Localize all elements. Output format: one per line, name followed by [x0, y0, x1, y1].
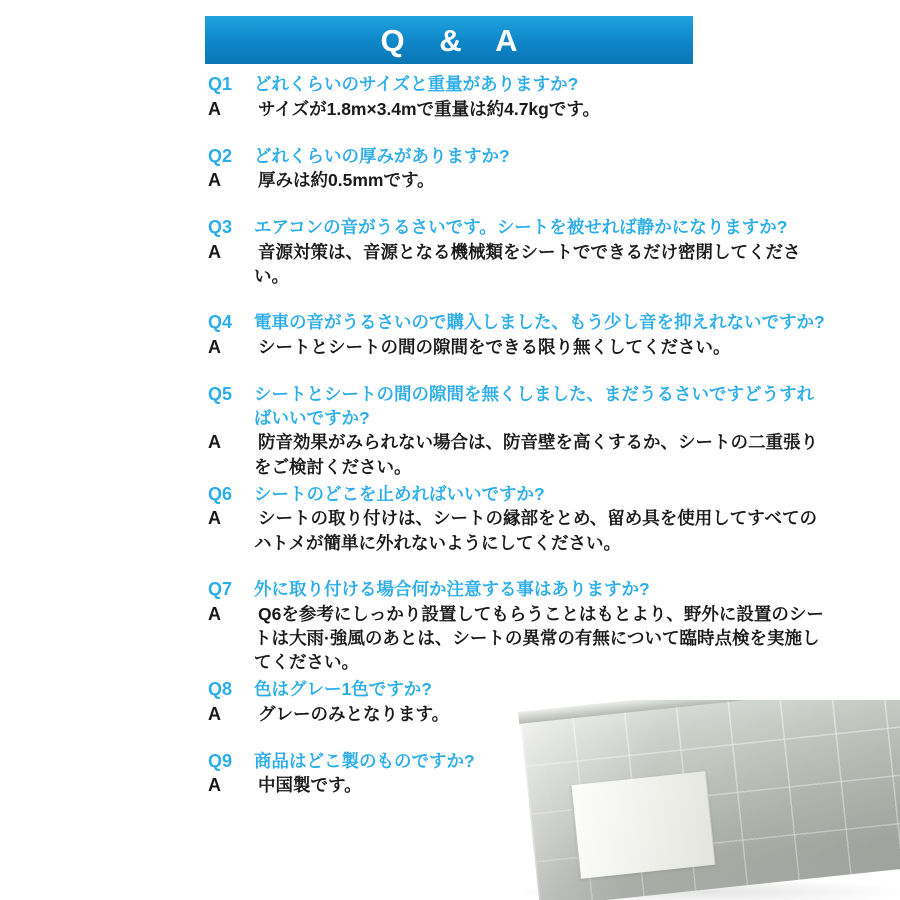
answer-text: 防音効果がみられない場合は、防音壁を高くするか、シートの二重張りをご検討ください。 — [254, 432, 818, 477]
answer-row — [0, 240, 860, 288]
answer-row — [0, 506, 860, 554]
qa-header-banner — [205, 16, 693, 64]
qa-list — [0, 72, 900, 798]
question-row — [0, 72, 860, 97]
answer-text: シートとシートの間の隙間をできる限り無くしてください。 — [258, 337, 731, 358]
answer-text: Q6を参考にしっかり設置してもらうことはもとより、野外に設置のシートは大雨·強風のあとは、シートの異常の有無について臨時点検を実施してください。 — [254, 603, 824, 672]
question-text: シートとシートの間の隙間を無くしました、まだうるさいですどうすればいいですか? — [254, 384, 814, 429]
spacer — [0, 193, 900, 215]
question-label: Q1 — [208, 74, 233, 94]
question-label: Q3 — [208, 217, 233, 238]
spacer — [0, 555, 900, 577]
answer-text: 音源対策は、音源となる機械類をシートでできるだけ密閉してください。 — [254, 242, 801, 287]
question-text: シートのどこを止めればいいですか? — [254, 483, 545, 504]
answer-text: サイズが1.8m×3.4mで重量は約4.7kgです。 — [258, 98, 600, 119]
answer-row — [0, 335, 860, 360]
question-label: Q4 — [208, 312, 233, 333]
question-row — [0, 144, 860, 169]
answer-row — [0, 97, 860, 122]
question-label: Q6 — [208, 483, 233, 504]
answer-row — [0, 602, 860, 674]
qa-item-1 — [0, 72, 900, 122]
answer-text: 厚みは約0.5mmです。 — [258, 170, 435, 191]
spacer — [0, 360, 900, 382]
page-title: Q & A — [380, 22, 531, 58]
qa-item-5 — [0, 382, 900, 479]
question-text: どれくらいの厚みがありますか? — [254, 145, 510, 166]
question-label: Q7 — [208, 578, 233, 599]
answer-label: A — [208, 170, 221, 191]
answer-label: A — [208, 775, 221, 796]
qa-item-3 — [0, 215, 900, 288]
answer-label: A — [208, 242, 221, 263]
answer-label: A — [208, 432, 221, 453]
question-row — [0, 482, 860, 507]
answer-label: A — [208, 603, 221, 624]
answer-label: A — [208, 508, 221, 529]
question-label: Q2 — [208, 145, 233, 166]
question-label: Q5 — [208, 384, 233, 405]
question-row — [0, 310, 860, 335]
qa-item-2 — [0, 144, 900, 194]
answer-label: A — [208, 98, 221, 119]
answer-label: A — [208, 337, 221, 358]
answer-text: 中国製です。 — [258, 775, 362, 796]
answer-label: A — [208, 703, 221, 724]
product-photo — [480, 700, 900, 900]
qa-item-6 — [0, 482, 900, 555]
answer-row — [0, 168, 860, 193]
question-text: 色はグレー1色ですか? — [254, 679, 432, 699]
sheet-reinforcement-tape — [570, 771, 715, 879]
question-row — [0, 215, 860, 240]
question-text: どれくらいのサイズと重量がありますか? — [254, 74, 579, 94]
qa-item-4 — [0, 310, 900, 360]
qa-item-7 — [0, 577, 900, 674]
spacer — [0, 122, 900, 144]
answer-text: シートの取り付けは、シートの縁部をとめ、留め具を使用してすべてのハトメが簡単に外れないようにしてください。 — [254, 508, 817, 553]
question-row — [0, 382, 860, 430]
spacer — [0, 288, 900, 310]
answer-text: グレーのみとなります。 — [258, 703, 450, 724]
question-row — [0, 677, 860, 702]
question-text: 外に取り付ける場合何か注意する事はありますか? — [254, 578, 650, 599]
question-text: エアコンの音がうるさいです。シートを被せれば静かになりますか? — [254, 217, 788, 238]
question-row — [0, 577, 860, 602]
question-text: 電車の音がうるさいので購入しました、もう少し音を抑えれないですか? — [254, 312, 825, 333]
question-label: Q8 — [208, 679, 233, 699]
question-text: 商品はどこ製のものですか? — [254, 750, 475, 771]
answer-row — [0, 430, 860, 478]
question-label: Q9 — [208, 750, 233, 771]
